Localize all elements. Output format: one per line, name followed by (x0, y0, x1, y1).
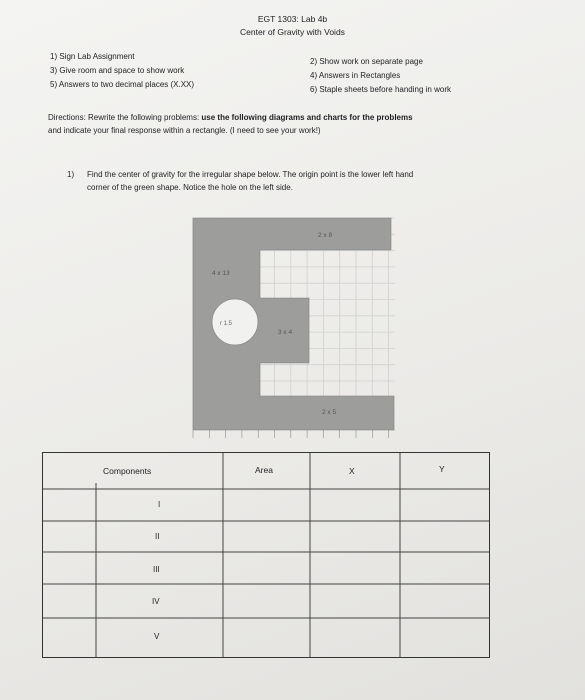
row-label-v: V (154, 632, 160, 641)
row-label-i: I (158, 500, 161, 509)
directions-emphasis: use the following diagrams and charts for the problems (201, 113, 413, 122)
problem-line-2: corner of the green shape. Notice the hole on the left side. (87, 183, 293, 192)
lab-title: Center of Gravity with Voids (240, 27, 345, 37)
table-grid-lines (43, 453, 489, 657)
header-x: X (349, 466, 355, 476)
problem-line-1: Find the center of gravity for the irregular shape below. The origin point is the lower left hand (87, 170, 414, 179)
axis-ticks (193, 430, 389, 438)
instruction-3: 3) Give room and space to show work (50, 66, 185, 75)
instruction-6: 6) Staple sheets before handing in work (310, 85, 451, 94)
label-middle-block: 3 x 4 (278, 329, 293, 336)
label-bottom-bar: 2 x 5 (322, 409, 337, 416)
instruction-1: 1) Sign Lab Assignment (50, 52, 135, 61)
instruction-2: 2) Show work on separate page (310, 57, 423, 66)
label-top-bar: 2 x 8 (318, 232, 333, 239)
instruction-5: 5) Answers to two decimal places (X.XX) (50, 80, 195, 89)
header-area: Area (255, 465, 273, 475)
course-title: EGT 1303: Lab 4b (257, 14, 328, 24)
directions-lead: Directions: Rewrite the following problems: (48, 113, 200, 122)
hole-void (212, 299, 258, 345)
header-y: Y (439, 464, 445, 474)
components-table (42, 452, 490, 658)
row-label-iii: III (153, 565, 160, 574)
row-label-iv: IV (152, 597, 160, 606)
directions-tail: and indicate your final response within a rectangle. (I need to see your work!) (48, 126, 321, 135)
label-left-column: 4 x 13 (212, 270, 230, 277)
row-label-ii: II (155, 532, 160, 541)
label-hole: r 1.5 (220, 321, 233, 327)
problem-number: 1) (67, 170, 75, 179)
instruction-4: 4) Answers in Rectangles (310, 71, 401, 80)
header-components: Components (103, 466, 152, 476)
